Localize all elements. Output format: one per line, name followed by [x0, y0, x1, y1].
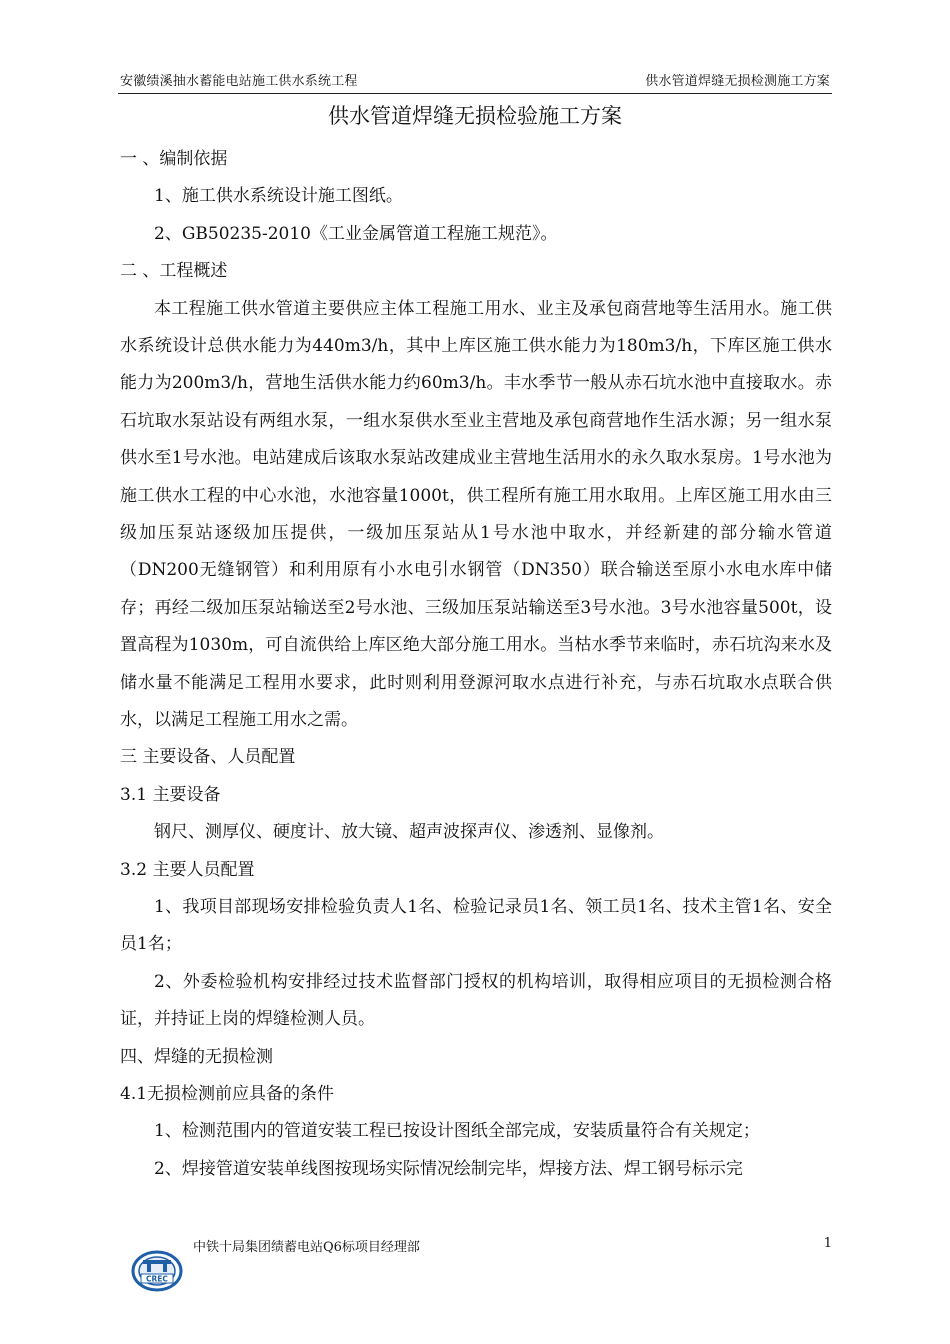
footer-company: 中铁十局集团绩蓄电站Q6标项目经理部 — [193, 1240, 420, 1255]
header-document-name: 供水管道焊缝无损检测施工方案 — [645, 74, 830, 89]
basis-item-2: 2、GB50235-2010《工业金属管道工程施工规范》。 — [154, 223, 558, 244]
document-body — [120, 141, 832, 1188]
page-title: 供水管道焊缝无损检验施工方案 — [328, 104, 622, 128]
personnel-item-1: 1、我项目部现场安排检验负责人1名、检验记录员1名、领工员1名、技术主管1名、安全员1名； — [120, 897, 832, 955]
header-rule — [118, 93, 832, 94]
subsection-heading-ndt-conditions: 4.1无损检测前应具备的条件 — [120, 1084, 335, 1105]
personnel-item-2: 2、外委检验机构安排经过技术监督部门授权的机构培训，取得相应项目的无损检测合格证，并持证上岗的焊缝检测人员。 — [120, 971, 832, 1030]
subsection-heading-equipment: 3.1 主要设备 — [120, 784, 221, 805]
ndt-condition-1: 1、检测范围内的管道安装工程已按设计图纸全部完成，安装质量符合有关规定； — [154, 1121, 760, 1142]
section-heading-overview: 二 、工程概述 — [120, 261, 228, 282]
equipment-list: 钢尺、测厚仪、硬度计、放大镜、超声波探声仪、渗透剂、显像剂。 — [154, 822, 664, 843]
page-number: 1 — [823, 1236, 832, 1251]
section-heading-ndt: 四、焊缝的无损检测 — [120, 1046, 273, 1067]
header-project-name: 安徽绩溪抽水蓄能电站施工供水系统工程 — [120, 74, 358, 89]
logo-lettering: CREC — [146, 1274, 168, 1284]
section-heading-equipment-personnel: 三 主要设备、人员配置 — [120, 747, 296, 768]
ndt-condition-2: 2、焊接管道安装单线图按现场实际情况绘制完毕，焊接方法、焊工钢号标示完 — [154, 1158, 743, 1179]
overview-paragraph: 本工程施工供水管道主要供应主体工程施工用水、业主及承包商营地等生活用水。施工供水系统设计总供水能力为440m3/h，其中上库区施工供水能力为180m3/h，下库区施工供水能力为200m3/h，营地生活供水能力约60m3/h。丰水季节一般从赤石坑水池中直接取水。赤石坑取水泵站设有两组水泵，一组水泵供水至业主营地及承包商营地作生活水源；另一组水泵供水至1号水池。电站建成后该取水泵站改建成业主营地生活用水的永久取水泵房。1号水池为施工供水工程的中心水池，水池容量1000t，供工程所有施工用水取用。上库区施工用水由三级加压泵站逐级加压提供，一级加压泵站从1号水池中取水，并经新建的部分输水管道（DN200无缝钢管）和利用原有小水电引水钢管（DN350）联合输送至原小水电水库中储存；再经二级加压泵站输送至2号水池、三级加压泵站输送至3号水池。3号水池容量500t，设置高程为1030m，可自流供给上库区绝大部分施工用水。当枯水季节来临时，赤石坑沟来水及储水量不能满足工程用水要求，此时则利用登源河取水点进行补充，与赤石坑取水点联合供水，以满足工程施工用水之需。 — [120, 298, 832, 731]
company-logo-icon — [131, 1250, 183, 1292]
section-heading-basis: 一 、编制依据 — [120, 149, 228, 169]
subsection-heading-personnel: 3.2 主要人员配置 — [120, 859, 255, 880]
basis-item-1: 1、施工供水系统设计施工图纸。 — [154, 186, 403, 207]
